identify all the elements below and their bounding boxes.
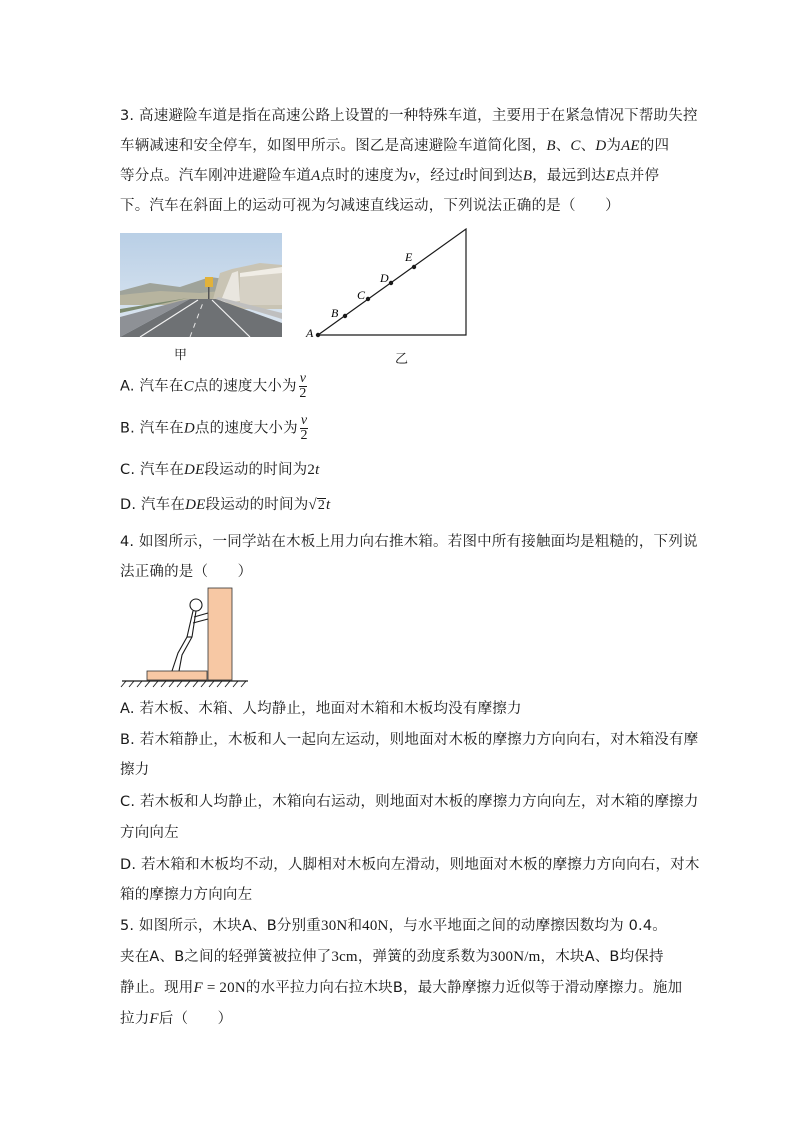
text: ，木块A、B均保持 [540, 949, 664, 965]
text: 等分点。汽车刚冲进避险车道 [120, 168, 312, 184]
var-e: E [605, 168, 616, 184]
q4-stem-line-2: 法正确的是（ ） [120, 564, 253, 580]
numerator: v [300, 413, 308, 428]
text: ，弹簧的劲度系数为 [357, 949, 491, 965]
q4-stem-line-1: 4. 如图所示，一同学站在木板上用力向右推木箱。若图中所有接触面均是粗糙的，下列说 [120, 534, 698, 550]
var-t: t [326, 497, 331, 513]
var-c: C [570, 138, 581, 154]
push-box-diagram [120, 583, 250, 688]
weight-a: 30N [321, 918, 348, 934]
var-t: t [315, 462, 320, 478]
point-e-dot [412, 265, 416, 269]
q3-stem-line-3 [120, 164, 659, 185]
text: D. 汽车在 [120, 497, 186, 513]
text: 静止。现用 [120, 980, 194, 996]
text: 、 [580, 138, 596, 154]
text: 夹在A、B之间的轻弹簧被拉伸了 [120, 949, 332, 965]
text: 后（ ） [158, 1011, 233, 1027]
text: 段运动的时间为 [205, 497, 309, 513]
var-t: t [459, 168, 465, 184]
text: C. 汽车在 [120, 462, 185, 478]
text: 车辆减速和安全停车，如图甲所示。图乙是高速避险车道简化图， [120, 138, 547, 154]
q3-stem-line-1: 3. 高速避险车道是指在高速公路上设置的一种特殊车道，主要用于在紧急情况下帮助失控 [120, 108, 698, 124]
point-b-label: B [331, 306, 339, 320]
point-c-dot [366, 297, 370, 301]
var-b: B [546, 138, 556, 154]
q4-option-c-line-2: 方向向左 [120, 825, 179, 841]
text: ，经过 [415, 168, 460, 184]
radicand: 2 [317, 498, 326, 513]
text: B. 汽车在 [120, 420, 184, 437]
point-a-label: A [306, 326, 314, 340]
q3-option-d [120, 493, 330, 514]
spring-constant: 300N/m [490, 949, 541, 965]
q3-option-c [120, 458, 319, 479]
q4-option-b-line-2: 擦力 [120, 762, 150, 778]
point-a-dot [316, 333, 320, 337]
force-value: = 20N [202, 980, 246, 996]
text: A. 汽车在 [120, 378, 184, 395]
text: 为 [606, 138, 622, 154]
caption-yi: 乙 [395, 352, 409, 367]
var-ae: AE [621, 138, 640, 154]
point-e-label: E [405, 250, 413, 264]
q5-stem-line-2 [120, 945, 664, 966]
text: 和 [347, 918, 363, 934]
incline-diagram [300, 225, 475, 345]
denominator: 2 [299, 386, 307, 401]
point-b-dot [343, 314, 347, 318]
text: 点的速度大小为 [194, 420, 298, 437]
point-d-dot [389, 281, 393, 285]
wooden-board [147, 671, 207, 680]
q3-stem-line-4: 下。汽车在斜面上的运动可视为匀减速直线运动，下列说法正确的是（ ） [120, 198, 620, 214]
fraction [300, 414, 308, 443]
person-figure [172, 599, 208, 671]
q4-option-d-line-1: D. 若木箱和木板均不动，人脚相对木板向左滑动，则地面对木板的摩擦力方向向右，对木 [120, 857, 700, 873]
escape-lane-photo [120, 233, 282, 337]
point-d-label: D [380, 271, 389, 285]
text: ，与水平地面之间的动摩擦因数均为 0.4。 [388, 918, 667, 934]
numerator: v [299, 371, 307, 386]
q4-option-d-line-2: 箱的摩擦力方向向左 [120, 887, 253, 903]
var-b: B [522, 168, 533, 184]
q4-option-b-line-1: B. 若木箱静止，木板和人一起向左运动，则地面对木板的摩擦力方向向右，对木箱没有摩 [120, 732, 699, 748]
value: 2 [307, 462, 316, 478]
var-v: v [408, 168, 416, 184]
text: 段运动的时间为 [204, 462, 308, 478]
sqrt-sign-icon: √ [308, 497, 317, 513]
text: 点时的速度为 [320, 168, 409, 184]
var-f: F [149, 1011, 159, 1027]
text: 、 [555, 138, 571, 154]
q5-stem-line-4 [120, 1007, 232, 1028]
text: ，最远到达 [532, 168, 606, 184]
var-f: F [193, 980, 203, 996]
text: 5. 如图所示，木块A、B分别重 [120, 918, 322, 934]
var-c: C [183, 378, 194, 395]
text: 的四 [639, 138, 670, 154]
denominator: 2 [300, 428, 308, 443]
q5-stem-line-3 [120, 976, 682, 997]
caption-jia: 甲 [174, 348, 188, 363]
var-a: A [311, 168, 321, 184]
text: 时间到达 [464, 168, 523, 184]
q5-stem-line-1 [120, 914, 667, 935]
wooden-box [208, 588, 232, 680]
q3-stem-line-2 [120, 134, 669, 155]
spring-extension: 3cm [331, 949, 358, 965]
weight-b: 40N [362, 918, 389, 934]
q4-option-a: A. 若木板、木箱、人均静止，地面对木箱和木板均没有摩擦力 [120, 701, 522, 717]
q3-option-b [120, 414, 308, 443]
var-d: D [595, 138, 607, 154]
var-de: DE [185, 497, 206, 513]
text: 拉力 [120, 1011, 150, 1027]
text: 的水平拉力向右拉木块B，最大静摩擦力近似等于滑动摩擦力。施加 [245, 980, 683, 996]
text: 点的速度大小为 [193, 378, 297, 395]
q3-option-a [120, 372, 307, 401]
text: 点并停 [615, 168, 660, 184]
point-c-label: C [357, 288, 366, 302]
ground-hatching [121, 681, 246, 687]
q4-option-c-line-1: C. 若木板和人均静止，木箱向右运动，则地面对木板的摩擦力方向向左，对木箱的摩擦力 [120, 794, 699, 810]
var-d: D [183, 420, 195, 437]
var-de: DE [184, 462, 205, 478]
fraction [299, 372, 307, 401]
